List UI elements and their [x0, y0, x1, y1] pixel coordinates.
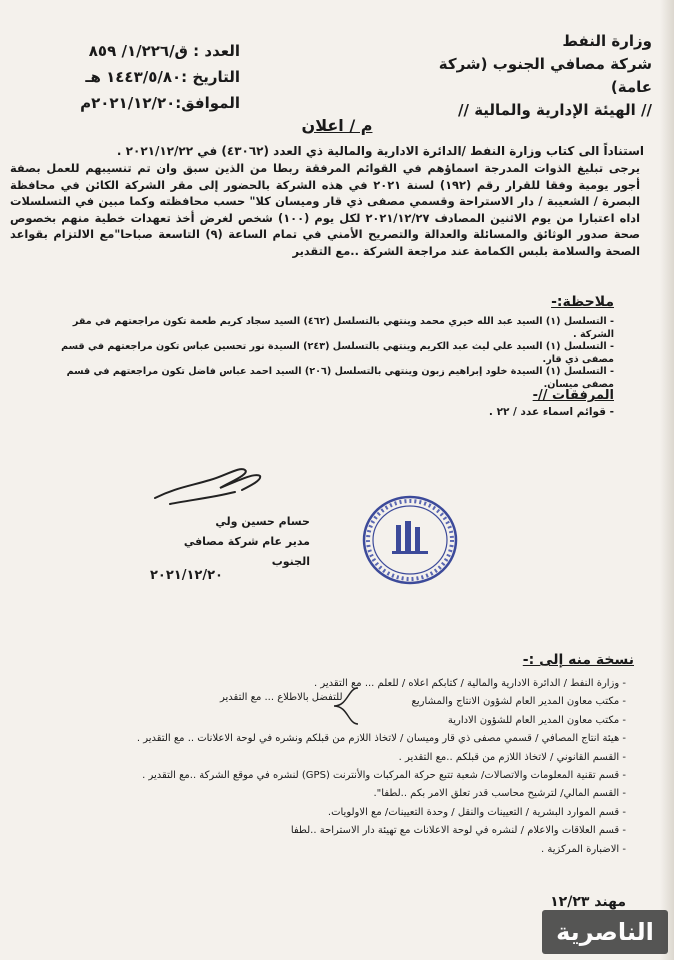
- copy-recipient: - قسم الموارد البشرية / التعيينات والنقل / وحدة التعيينات/ مع الاولويات.: [327, 806, 626, 818]
- intro-line: استناداً الى كتاب وزارة النفط /الدائرة الادارية والمالية ذي العدد (٤٣٠٦٢) في ٢٠٢١/١٢/٢٢ .: [116, 144, 644, 158]
- notes-list: [54, 316, 614, 391]
- handwritten-signature: [150, 458, 270, 513]
- signatory-block: [160, 512, 310, 572]
- letterhead: [412, 30, 652, 122]
- brace-note: للتفضل بالاطلاع ... مع التقدير: [220, 692, 343, 703]
- watermark-logo: [542, 910, 668, 954]
- reference-block: [40, 38, 240, 116]
- note-item: - التسلسل (١) السيدة خلود إبراهيم زبون وينتهي بالتسلسل (٢٠٦) السيد احمد عباس فاضل تكون مراجعتهم في قسم مصفى ميسان.: [66, 366, 614, 390]
- announcement-body: يرجى تبليغ الذوات المدرجة اسماؤهم في القوائم المرفقة ربطا من الذين سبق وان تم تنسيبهم للعمل بصفة أجور يومية وفقا للقرار رقم (١٩٢) لسنة ٢٠٢١ في هذه الشركة بالحضور إلى مقر الشركة الكائن في محافظة البصرة / الشعيبة / دار الاستراحة وقسمي مصفى ذي قار وميسان كلا" حسب محافظته وكما مبين في التسلسلات اداه اعتبارا من يوم الاثنين المصادف ٢٠٢١/١٢/٢٧ لكل يوم (١٠٠) شخص لغرض أخذ تعهدات خطية منهم بخصوص صحة صدور الوثائق والمسائلة والعدالة والتصريح الأمني في تمام الساعة (٩) التاسعة صباحا"مع الالتزام بقواعد الصحة والسلامة بلبس الكمامة عند مراجعة الشركة ..مع التقدير: [10, 161, 641, 258]
- note-item: - التسلسل (١) السيد علي ليث عبد الكريم وينتهي بالتسلسل (٢٤٣) السيدة نور تحسين عباس تكون مراجعتهم في قسم مصفى ذي قار.: [61, 341, 614, 365]
- signatory-position: مدير عام شركة مصافي الجنوب: [183, 535, 310, 568]
- department-name: // الهيئة الإدارية والمالية //: [458, 101, 652, 119]
- copy-recipient: - القسم المالي/ لترشيح محاسب قدر تعلق الامر بكم ..لطفا".: [373, 788, 626, 800]
- copy-recipient: - مكتب معاون المدير العام للشؤون الادارية: [447, 714, 626, 726]
- copy-recipient: - القسم القانوني / لاتخاذ اللازم من قبلكم ..مع التقدير .: [398, 751, 626, 763]
- announcement-title: م / اعلان: [301, 116, 373, 135]
- signature-date: ٢٠٢١/١٢/٢٠: [150, 568, 223, 583]
- watermark-text: الناصرية: [556, 918, 654, 946]
- copy-recipient: - الاضبارة المركزية .: [541, 843, 626, 855]
- copy-recipient: - قسم العلاقات والاعلام / لنشره في لوحة الاعلانات مع تهيئة دار الاستراحة ..لطفا: [290, 825, 626, 837]
- copies-heading: نسخة منه إلى :-: [522, 652, 634, 668]
- copy-recipient: - هيئة انتاج المصافي / قسمي مصفى ذي قار وميسان / لاتخاذ اللازم من قبلكم ونشره في لوحة الاعلانات .. مع التقدير .: [136, 733, 626, 745]
- attachment-item: - قوائم اسماء عدد / ٢٢ .: [488, 406, 614, 418]
- page-edge-shadow: [660, 0, 674, 960]
- announcement-title-wrap: [0, 116, 674, 135]
- official-stamp: [360, 493, 460, 588]
- signatory-name: حسام حسين ولي: [215, 515, 310, 528]
- company-name: شركة مصافي الجنوب (شركة عامة): [438, 55, 652, 96]
- hijri-date: التاريخ :١٤٤٣/٥/٨٠ هـ: [85, 68, 240, 86]
- copy-recipient: - وزارة النفط / الدائرة الادارية والمالية / كتابكم اعلاه / للعلم ... مع التقدير .: [313, 678, 626, 689]
- copy-recipient: - قسم تقنية المعلومات والاتصالات/ شعبة تتبع حركة المركبات والأنترنت (GPS) لنشره في موقع الشركة ..مع التقدير .: [142, 770, 626, 782]
- ministry-name: وزارة النفط: [562, 32, 652, 50]
- note-item: - التسلسل (١) السيد عبد الله خيري محمد وينتهي بالتسلسل (٤٦٢) السيد سجاد كريم طعمة تكون مراجعتهم في مقر الشركة .: [72, 316, 614, 340]
- copy-recipient: - مكتب معاون المدير العام لشؤون الانتاج والمشاريع: [411, 696, 626, 708]
- attachments-heading: المرفقات //-: [532, 388, 614, 403]
- gregorian-date: الموافق:٢٠٢١/١٢/٢٠م: [80, 94, 240, 112]
- typist-initials: مهند ١٢/٢٣: [550, 894, 626, 910]
- notes-heading: ملاحظة:-: [551, 294, 614, 310]
- reference-number: العدد : ق/١/٢٢٦/ ٨٥٩: [88, 42, 240, 60]
